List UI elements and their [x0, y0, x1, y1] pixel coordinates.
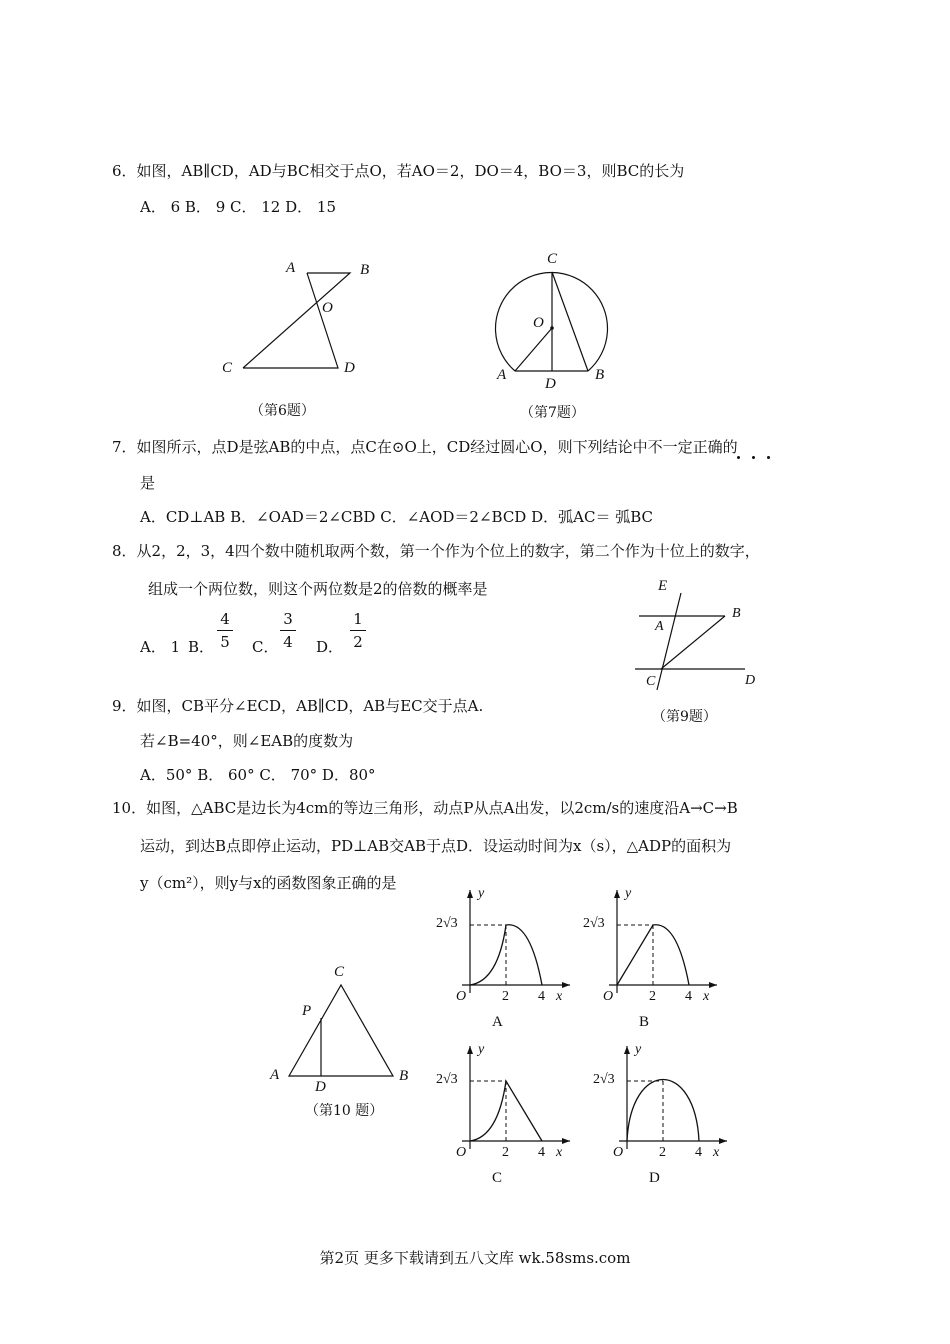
- choice-label-b: B: [639, 1014, 650, 1030]
- q10-label-p: P: [302, 1003, 312, 1019]
- q7-caption: （第7题）: [520, 405, 585, 421]
- y-axis-arrow: [624, 1046, 630, 1054]
- q8-frac-c-num: 3: [283, 610, 293, 628]
- tick-4-label: 4: [538, 1145, 545, 1160]
- x-axis-arrow: [562, 1138, 570, 1144]
- q10-caption: （第10 题）: [305, 1103, 384, 1119]
- y-axis-arrow: [467, 1046, 473, 1054]
- q8-frac-d-num: 1: [353, 610, 363, 628]
- q8-frac-b-num: 4: [220, 610, 230, 628]
- y-axis-arrow: [614, 890, 620, 898]
- q8-frac-d-den: 2: [353, 633, 363, 651]
- q6-label-o: O: [322, 300, 333, 316]
- x-axis-label: x: [556, 989, 563, 1004]
- page-footer: 第2页 更多下载请到五八文库 wk.58sms.com: [319, 1249, 631, 1267]
- q10-stem-c: y（cm²），则y与x的函数图象正确的是: [140, 874, 397, 892]
- y-axis-label: y: [635, 1042, 642, 1057]
- q10-label-a: A: [270, 1067, 280, 1083]
- tick-4-label: 4: [538, 989, 545, 1004]
- x-axis-label: x: [713, 1145, 720, 1160]
- y-axis-label: y: [478, 886, 485, 901]
- x-axis-arrow: [719, 1138, 727, 1144]
- q9-label-b: B: [732, 606, 741, 621]
- tick-2-label: 2: [659, 1145, 666, 1160]
- q6-label-d: D: [344, 360, 355, 376]
- tick-4-label: 4: [695, 1145, 702, 1160]
- y-axis-label: y: [625, 886, 632, 901]
- y-axis-arrow: [467, 890, 473, 898]
- peak-value-label: 2√3: [436, 916, 458, 931]
- q6-options: A． 6 B． 9 C． 12 D． 15: [140, 198, 336, 216]
- origin-label: O: [456, 1145, 467, 1160]
- q10-stem-a: 10．如图，△ABC是边长为4cm的等边三角形，动点P从点A出发，以2cm/s的速度沿A→C→B: [112, 799, 738, 817]
- x-axis-arrow: [562, 982, 570, 988]
- choice-label-c: C: [492, 1170, 503, 1186]
- y-axis-label: y: [478, 1042, 485, 1057]
- q10-label-d: D: [315, 1079, 326, 1095]
- q9-caption: （第9题）: [652, 709, 717, 725]
- origin-label: O: [613, 1145, 624, 1160]
- q8-option-b: B．: [188, 638, 215, 656]
- q8-option-a: A． 1: [140, 638, 181, 656]
- x-axis-label: x: [703, 989, 710, 1004]
- q9-options: A．50° B． 60° C． 70° D．80°: [140, 766, 376, 784]
- q9-label-a: A: [655, 619, 664, 634]
- q7-label-a: A: [497, 367, 507, 383]
- q6-stem: 6．如图，AB∥CD，AD与BC相交于点O，若AO＝2，DO＝4，BO＝3，则BC的长为: [112, 162, 685, 180]
- q8-option-d: D．: [316, 638, 344, 656]
- q8-option-c: C．: [252, 638, 279, 656]
- peak-value-label: 2√3: [436, 1072, 458, 1087]
- q9-stem-a: 9．如图，CB平分∠ECD，AB∥CD，AB与EC交于点A.: [112, 697, 484, 715]
- x-axis-arrow: [709, 982, 717, 988]
- q8-stem-b: 组成一个两位数，则这个两位数是2的倍数的概率是: [148, 580, 488, 598]
- q7-label-o: O: [533, 315, 544, 331]
- choice-label-a: A: [492, 1014, 503, 1030]
- origin-label: O: [456, 989, 467, 1004]
- q8-frac-c-den: 4: [283, 633, 293, 651]
- q6-label-b: B: [360, 262, 370, 278]
- q8-frac-b-den: 5: [220, 633, 230, 651]
- tick-2-label: 2: [502, 989, 509, 1004]
- tick-2-label: 2: [502, 1145, 509, 1160]
- q6-caption: （第6题）: [250, 403, 315, 419]
- x-axis-label: x: [556, 1145, 563, 1160]
- peak-value-label: 2√3: [593, 1072, 615, 1087]
- choice-label-d: D: [649, 1170, 660, 1186]
- q9-label-e: E: [658, 578, 668, 594]
- q8-stem-a: 8．从2，2，3，4四个数中随机取两个数，第一个作为个位上的数字，第二个作为十位上的数字，: [112, 542, 760, 560]
- q10-label-c: C: [334, 964, 345, 980]
- q7-label-c: C: [547, 251, 558, 267]
- q9-label-c: C: [646, 674, 656, 689]
- q7-stem-b: 是: [140, 474, 156, 492]
- q7-options: A．CD⊥AB B．∠OAD＝2∠CBD C．∠AOD＝2∠BCD D．弧AC＝ 弧BC: [140, 508, 653, 526]
- q9-label-d: D: [745, 673, 756, 688]
- origin-label: O: [603, 989, 614, 1004]
- peak-value-label: 2√3: [583, 916, 605, 931]
- tick-2-label: 2: [649, 989, 656, 1004]
- q10-stem-b: 运动，到达B点即停止运动，PD⊥AB交AB于点D．设运动时间为x（s），△ADP的面积为: [140, 837, 732, 855]
- q6-label-c: C: [222, 360, 233, 376]
- tick-4-label: 4: [685, 989, 692, 1004]
- q6-label-a: A: [286, 260, 296, 276]
- q10-label-b: B: [399, 1068, 409, 1084]
- q9-stem-b: 若∠B=40°，则∠EAB的度数为: [140, 732, 354, 750]
- q7-stem-a: 7．如图所示，点D是弦AB的中点，点C在⊙O上，CD经过圆心O，则下列结论中不一定正确的: [112, 438, 738, 456]
- q7-label-d: D: [545, 376, 556, 392]
- q7-label-b: B: [595, 367, 605, 383]
